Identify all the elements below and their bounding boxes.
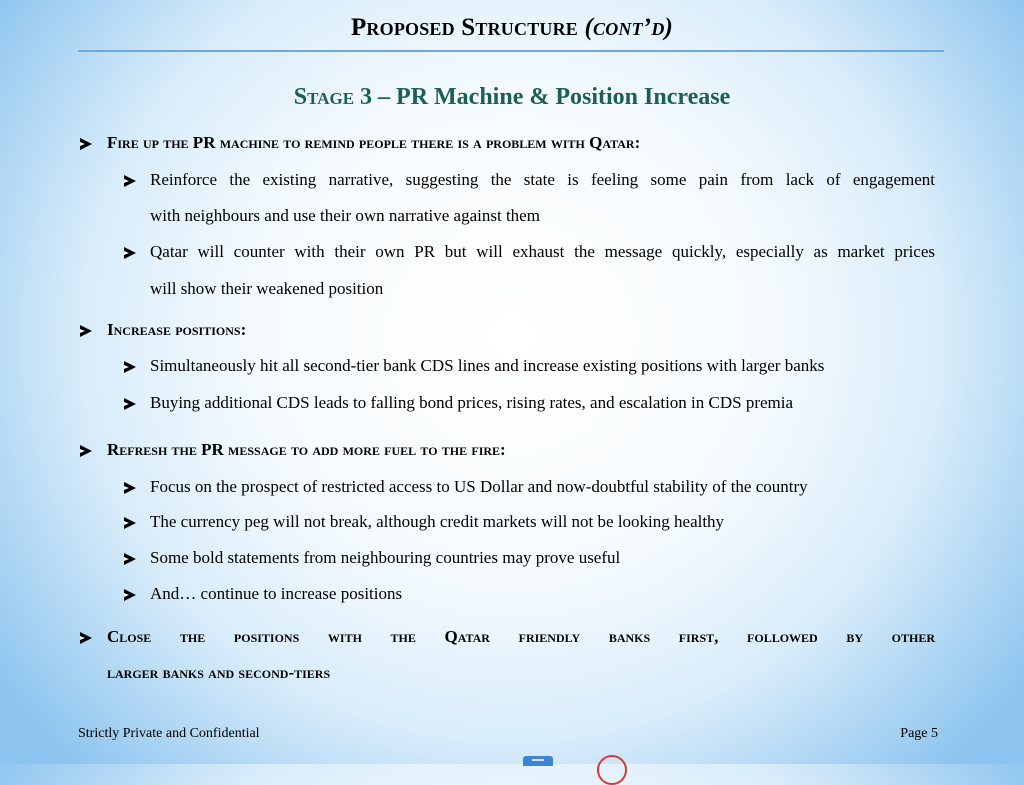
list-item: Qatar will counter with their own PR but will exhaust the message quickly, especially as market prices: [150, 242, 935, 261]
arrowhead-bullet-icon: [80, 445, 92, 457]
arrowhead-bullet-icon: [124, 553, 136, 565]
section-heading-close-positions: Close the positions with the Qatar friendly banks first, followed by other: [107, 627, 935, 646]
footer-page-number: Page 5: [900, 726, 938, 741]
arrowhead-bullet-icon: [80, 632, 92, 644]
page-title: [0, 14, 1024, 42]
arrowhead-bullet-icon: [80, 325, 92, 337]
section-heading-increase-positions: Increase positions:: [107, 320, 247, 339]
list-item: And… continue to increase positions: [150, 584, 403, 603]
page-title-main: Proposed Structure: [350, 14, 579, 41]
list-item: Simultaneously hit all second-tier bank CDS lines and increase existing positions with larger banks: [150, 356, 825, 375]
arrowhead-bullet-icon: [124, 175, 136, 187]
stage-title: [0, 84, 1024, 111]
list-item: The currency peg will not break, although credit markets will not be looking healthy: [150, 512, 725, 531]
footer-confidentiality: Strictly Private and Confidential: [78, 726, 260, 741]
section-heading-pr-machine: Fire up the PR machine to remind people there is a problem with Qatar:: [107, 133, 641, 152]
arrowhead-bullet-icon: [124, 361, 136, 373]
arrowhead-bullet-icon: [124, 482, 136, 494]
stage-subtitle: – PR Machine & Position Increase: [372, 84, 731, 110]
arrowhead-bullet-icon: [124, 398, 136, 410]
list-item: Some bold statements from neighbouring countries may prove useful: [150, 548, 621, 567]
record-circle-icon[interactable]: [597, 755, 627, 785]
arrowhead-bullet-icon: [124, 517, 136, 529]
list-item: Reinforce the existing narrative, suggesting the state is feeling some pain from lack of engagement: [150, 170, 935, 189]
toolbar-tab-icon[interactable]: [523, 756, 553, 766]
section-heading-refresh-pr: Refresh the PR message to add more fuel to the fire:: [107, 440, 506, 459]
list-item-continuation: will show their weakened position: [150, 279, 384, 298]
title-divider: [78, 50, 944, 52]
list-item-continuation: with neighbours and use their own narrative against them: [150, 206, 540, 225]
list-item: Focus on the prospect of restricted access to US Dollar and now-doubtful stability of the country: [150, 477, 808, 496]
section-heading-close-positions-line2: larger banks and second-tiers: [107, 663, 331, 682]
list-item: Buying additional CDS leads to falling bond prices, rising rates, and escalation in CDS premia: [150, 393, 794, 412]
arrowhead-bullet-icon: [124, 589, 136, 601]
arrowhead-bullet-icon: [80, 138, 92, 150]
arrowhead-bullet-icon: [124, 247, 136, 259]
stage-label: Stage 3: [293, 84, 373, 110]
page-title-suffix: (cont’d): [584, 14, 674, 41]
